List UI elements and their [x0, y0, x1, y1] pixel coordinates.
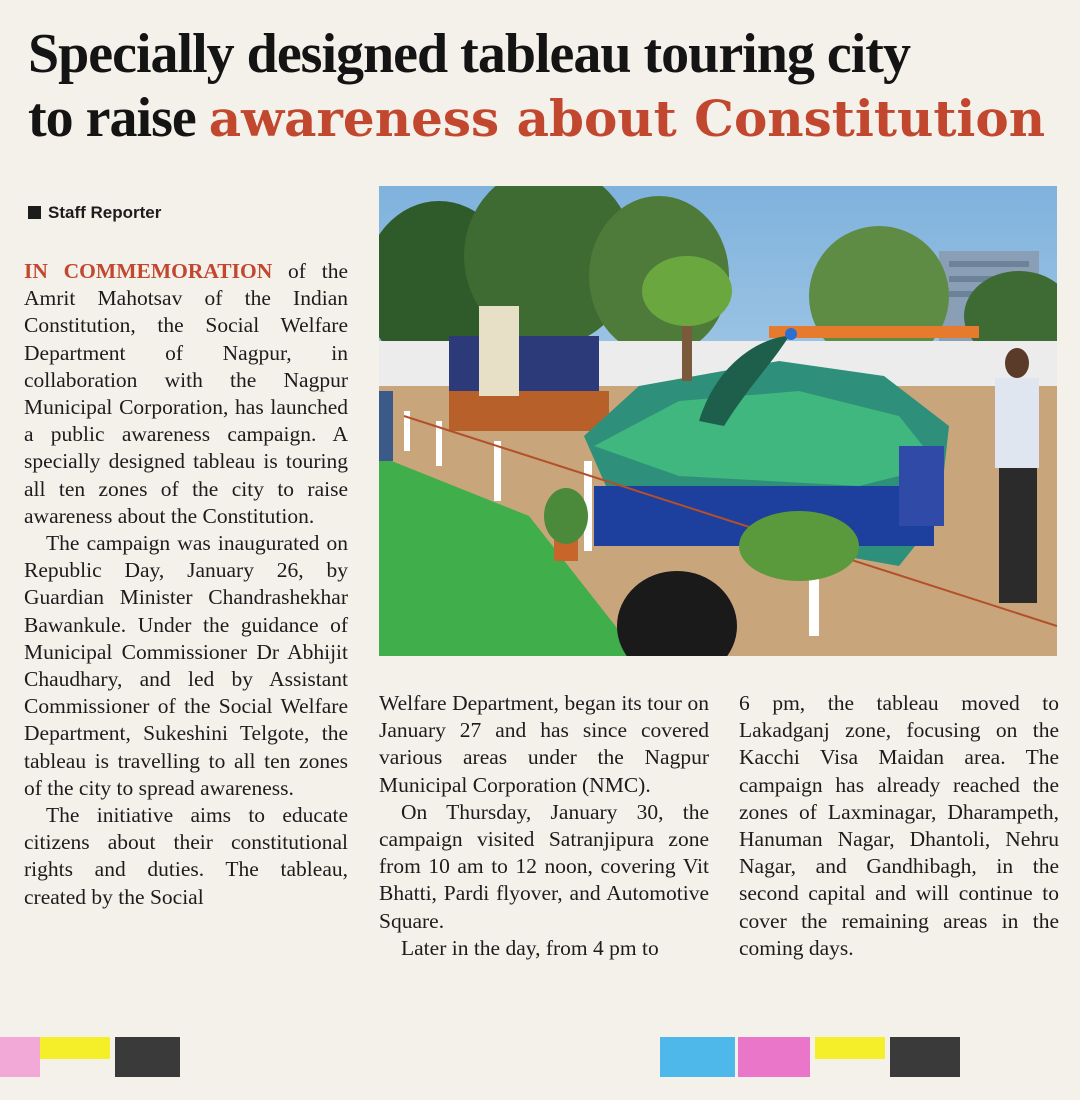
headline-prefix: to raise	[28, 87, 209, 149]
tableau-photo	[379, 186, 1057, 656]
article-column-2	[379, 690, 709, 962]
registration-swatch-pink	[0, 1037, 40, 1077]
headline-accent: awareness about Constitution	[208, 89, 1046, 148]
article-paragraph-3-start: The initiative aims to educate citizens about their constitutional rights and duties. The tableau, created by the Social	[24, 803, 348, 909]
registration-swatch-magenta	[738, 1037, 810, 1077]
byline	[28, 203, 161, 223]
byline-text: Staff Reporter	[48, 203, 162, 222]
headline-line-2	[28, 86, 1068, 151]
article-column-3	[739, 690, 1059, 962]
headline-line-1: Specially designed tableau touring city	[28, 23, 910, 85]
lead-caps: IN COMMEMORATION	[24, 259, 273, 283]
article-paragraph-5-start: Later in the day, from 4 pm to	[401, 935, 659, 960]
article-paragraph-4: On Thursday, January 30, the campaign visited Satranjipura zone from 10 am to 12 noon, covering Vit Bhatti, Pardi flyover, and Automotive Square.	[379, 799, 709, 933]
paragraph-1-text: of the Amrit Mahotsav of the Indian Constitution, the Social Welfare Department of Nagpur, in collaboration with the Nagpur Municipal Corporation, has launched a public awareness campaign. A specially designed tableau is touring all ten zones of the city to raise awareness about the Constitution.	[24, 259, 348, 528]
article-paragraph-5-continued: 6 pm, the tableau moved to Lakadganj zone, focusing on the Kacchi Visa Maidan area. The campaign has already reached the zones of Laxminagar, Dharampeth, Hanuman Nagar, Dhantoli, Nehru Nagar, and Gandhibagh, in the second capital and will continue to cover the remaining areas in the coming days.	[739, 691, 1059, 960]
registration-swatch-yellow	[40, 1037, 110, 1059]
article-paragraph-3-continued: Welfare Department, began its tour on January 27 and has since covered various areas under the Nagpur Municipal Corporation (NMC).	[379, 691, 709, 797]
registration-swatch-black-2	[890, 1037, 960, 1077]
headline	[28, 22, 1068, 151]
article-paragraph-2: The campaign was inaugurated on Republic Day, January 26, by Guardian Minister Chandrashekhar Bawankule. Under the guidance of Municipal Commissioner Dr Abhijit Chaudhary, and led by Assistant Commissioner of the Social Welfare Department, Sukeshini Telgote, the tableau is travelling to all ten zones of the city to spread awareness.	[24, 531, 348, 800]
registration-swatch-black	[115, 1037, 180, 1077]
registration-swatch-cyan	[660, 1037, 735, 1077]
registration-swatch-yellow-2	[815, 1037, 885, 1059]
tableau-photo-illustration	[379, 186, 1057, 656]
byline-square-icon	[28, 206, 41, 219]
article-column-1	[24, 258, 348, 911]
article-paragraph-1	[24, 258, 348, 530]
